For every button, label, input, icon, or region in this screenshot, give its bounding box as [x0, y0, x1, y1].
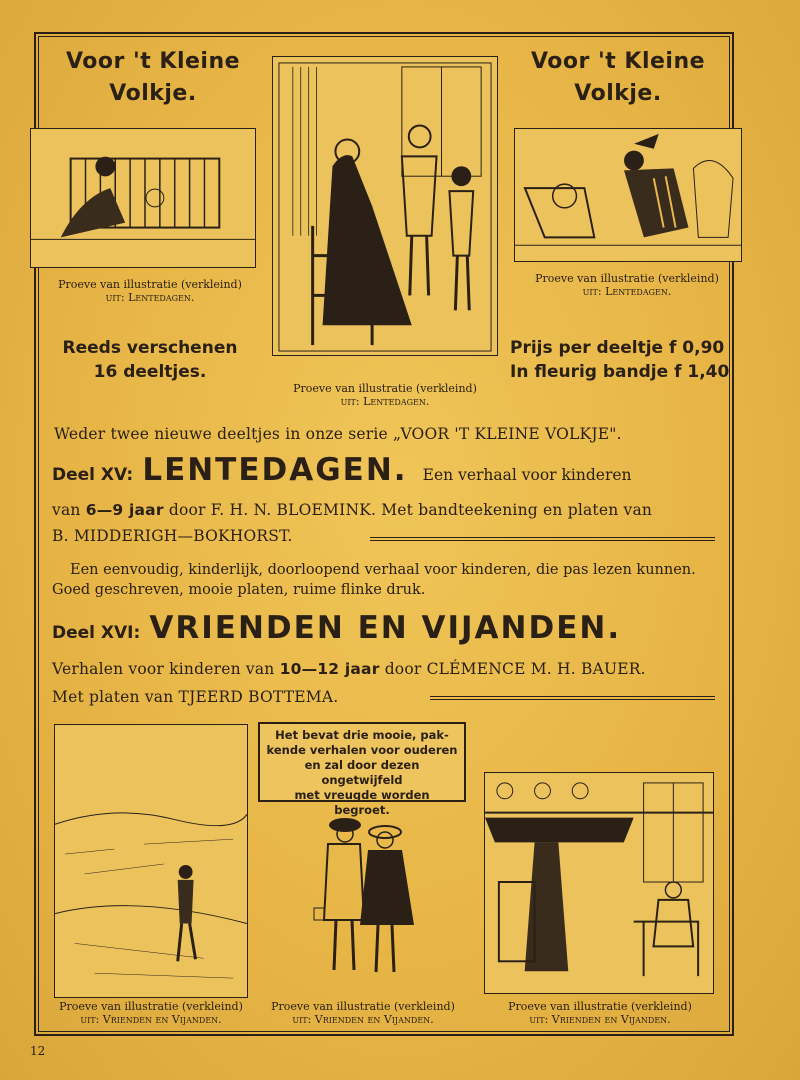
- caption-top-center: Proeve van illustratie (verkleind) uit: Lentedagen.: [293, 382, 477, 408]
- part16-author-line: Verhalen voor kinderen van 10—12 jaar door CLÉMENCE M. H. BAUER.: [52, 660, 646, 678]
- illustration-boy-field: [54, 724, 248, 998]
- caption-top-right: Proeve van illustratie (verkleind) uit: Lentedagen.: [535, 272, 719, 298]
- part16-title: VRIENDEN EN VIJANDEN.: [149, 610, 622, 646]
- divider: [430, 696, 715, 700]
- part16-heading: Deel XVI: VRIENDEN EN VIJANDEN.: [52, 610, 622, 646]
- illustration-mother-children: [272, 56, 498, 356]
- illustration-kitchen: [484, 772, 714, 994]
- divider: [370, 537, 715, 541]
- part15-desc-1: Een eenvoudig, kinderlijk, doorloopend verhaal voor kinderen, die pas lezen kunnen.: [70, 562, 696, 578]
- illustration-crib: [30, 128, 256, 268]
- illustration-two-girls: [300, 810, 430, 990]
- part15-illustrator: B. MIDDERIGH—BOKHORST.: [52, 527, 293, 545]
- caption-bottom-left: Proeve van illustratie (verkleind) uit: Vrienden en Vijanden.: [59, 1000, 243, 1026]
- caption-bottom-center: Proeve van illustratie (verkleind) uit: Vrienden en Vijanden.: [271, 1000, 455, 1026]
- part15-desc-2: Goed geschreven, mooie platen, ruime flinke druk.: [52, 582, 426, 598]
- intro-text: Weder twee nieuwe deeltjes in onze serie „VOOR 'T KLEINE VOLKJE".: [54, 425, 622, 443]
- part16-illustrator: Met platen van TJEERD BOTTEMA.: [52, 688, 339, 706]
- left-series-title: Voor 't Kleine Volkje.: [65, 49, 241, 106]
- boxed-note: Het bevat drie mooie, pak- kende verhalen voor ouderen en zal door dezen ongetwijfeld met vreugde worden begroet.: [258, 722, 466, 802]
- page-number: 12: [30, 1044, 46, 1058]
- caption-top-left: Proeve van illustratie (verkleind) uit: Lentedagen.: [58, 278, 242, 304]
- part15-heading: Deel XV: LENTEDAGEN. Een verhaal voor kinderen: [52, 452, 632, 488]
- price-info: Prijs per deeltje f 0,90 In fleurig bandje f 1,40: [510, 338, 730, 382]
- right-series-title: Voor 't Kleine Volkje.: [530, 49, 706, 106]
- published-count: Reeds verschenen 16 deeltjes.: [62, 338, 238, 382]
- illustration-baby-visitor: [514, 128, 742, 262]
- caption-bottom-right: Proeve van illustratie (verkleind) uit: Vrienden en Vijanden.: [508, 1000, 692, 1026]
- part15-author-line: van 6—9 jaar door F. H. N. BLOEMINK. Met bandteekening en platen van: [52, 501, 653, 519]
- part15-title: LENTEDAGEN.: [142, 452, 408, 488]
